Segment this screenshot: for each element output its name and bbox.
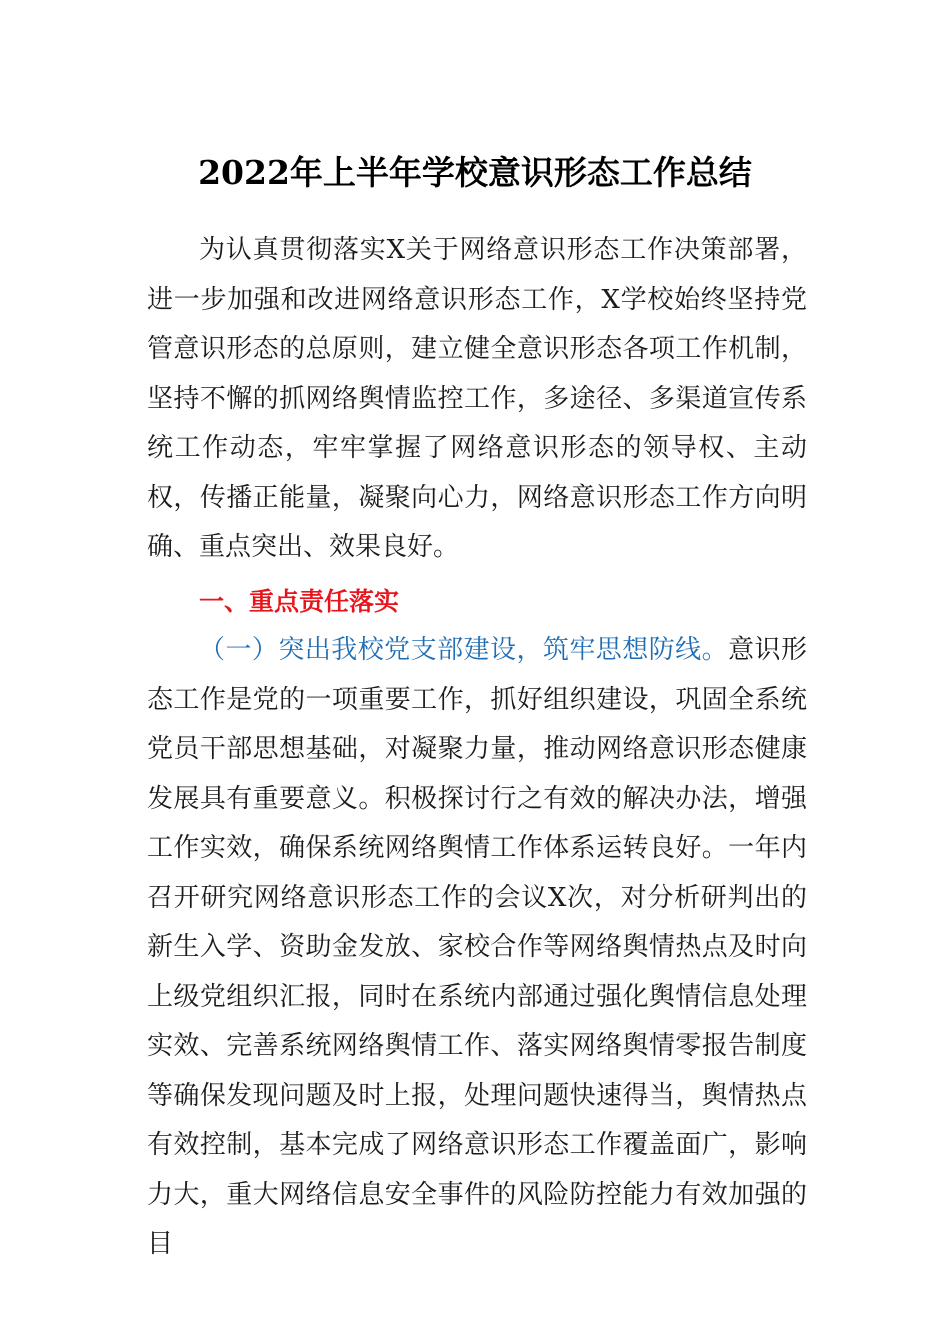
subsection-paragraph — [147, 626, 807, 1270]
subsection-heading: （一）突出我校党支部建设，筑牢思想防线。 — [199, 635, 729, 665]
section-heading: 一、重点责任落实 — [199, 587, 400, 616]
intro-paragraph: 为认真贯彻落实X关于网络意识形态工作决策部署，进一步加强和改进网络意识形态工作，X学校始终坚持党管意识形态的总原则，建立健全意识形态各项工作机制，坚持不懈的抓网络舆情监控工作，多途径、多渠道宣传系统工作动态，牢牢掌握了网络意识形态的领导权、主动权，传播正能量，凝聚向心力，网络意识形态工作方向明确、重点突出、效果良好。 — [147, 235, 807, 562]
document-title: 2022年上半年学校意识形态工作总结 — [198, 153, 752, 192]
subsection-body: 意识形态工作是党的一项重要工作，抓好组织建设，巩固全系统党员干部思想基础，对凝聚力量，推动网络意识形态健康发展具有重要意义。积极探讨行之有效的解决办法，增强工作实效，确保系统网络舆情工作体系运转良好。一年内召开研究网络意识形态工作的会议X次，对分析研判出的新生入学、资助金发放、家校合作等网络舆情热点及时向上级党组织汇报，同时在系统内部通过强化舆情信息处理实效、完善系统网络舆情工作、落实网络舆情零报告制度等确保发现问题及时上报，处理问题快速得当，舆情热点有效控制，基本完成了网络意识形态工作覆盖面广，影响力大，重大网络信息安全事件的风险防控能力有效加强的目 — [147, 635, 807, 1259]
